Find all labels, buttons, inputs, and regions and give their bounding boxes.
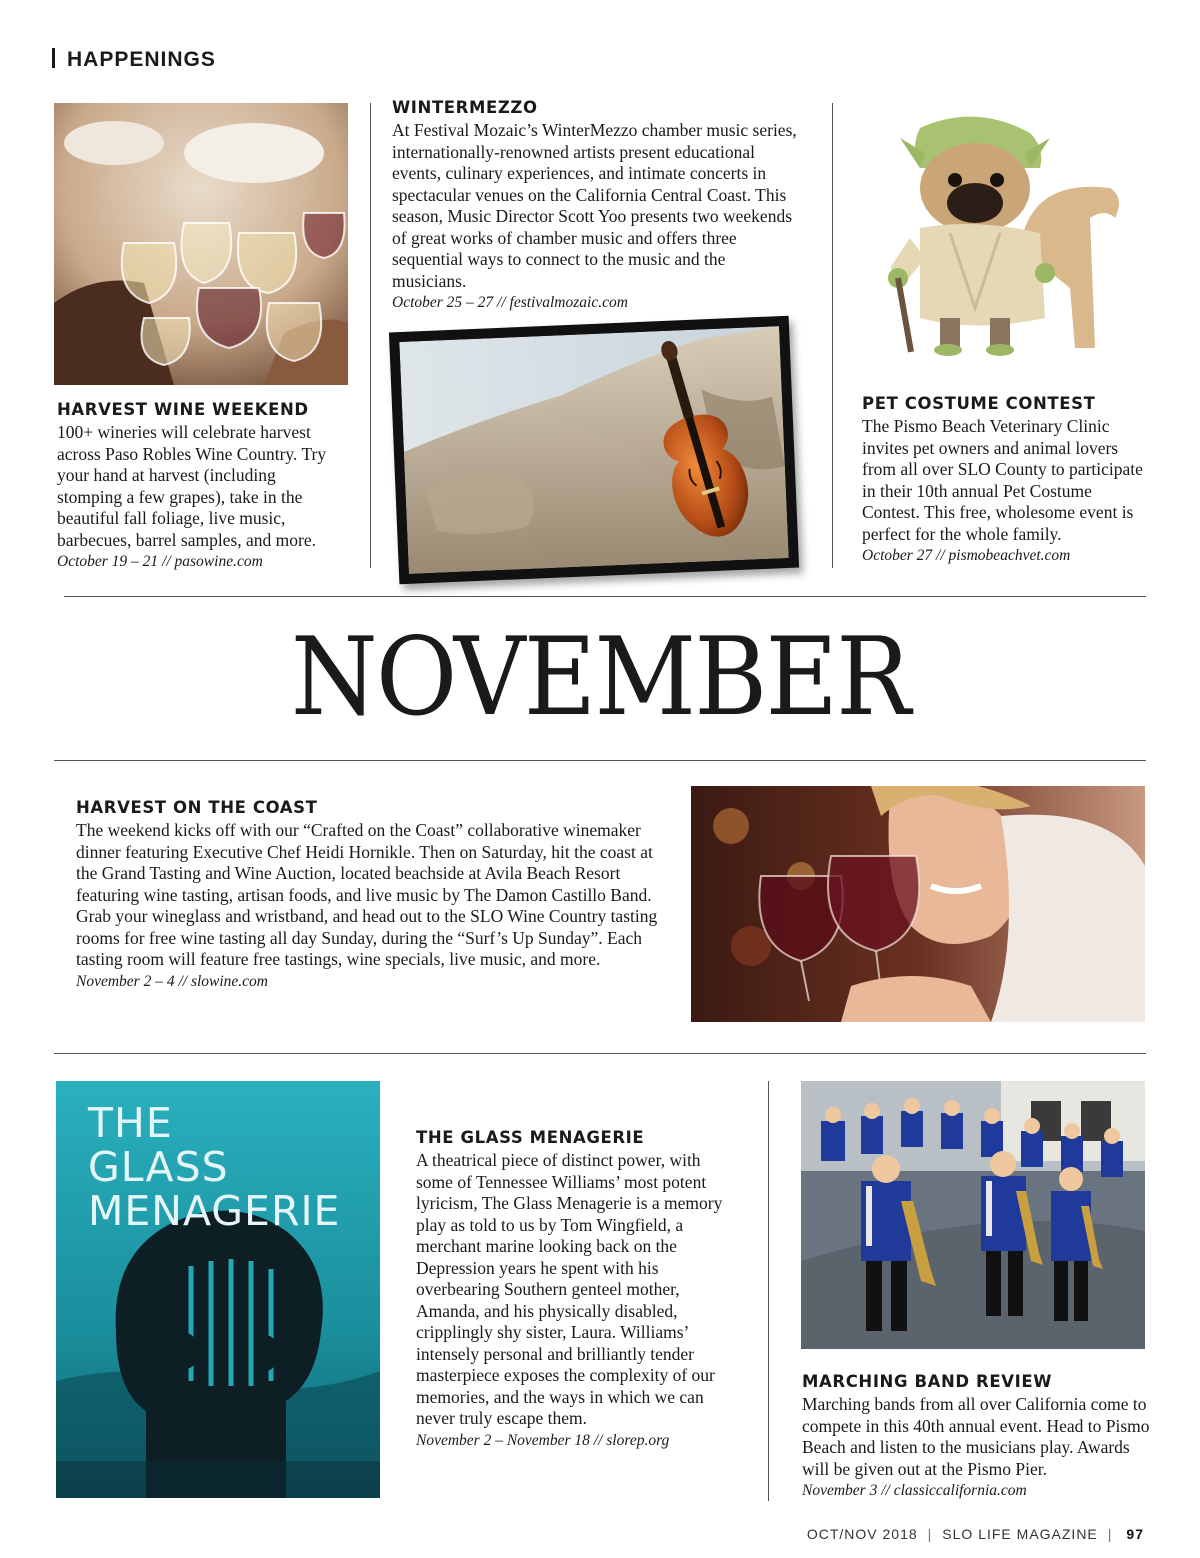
footer-separator: | [1107,1526,1113,1542]
wintermezzo-date: October 25 – 27 // festivalmozaic.com [392,294,628,311]
poster-title-line: MENAGERIE [88,1187,341,1235]
women-toasting-wine-image [691,786,1145,1022]
pet-costume-article [862,394,1152,566]
harvest-coast-title: HARVEST ON THE COAST [76,798,318,817]
section-divider [64,596,1146,597]
harvest-coast-article [76,798,666,992]
harvest-coast-body: The weekend kicks off with our “Crafted on the Coast” collaborative winemaker dinner featuring Executive Chef Heidi Hornikle. Then on Saturday, hit the coast at the Grand Tasting and Wine Auction, located beachside at Avila Beach Resort featuring wine tasting, artisan foods, and live music by The Damon Castillo Band. Grab your wineglass and wristband, and head out to the SLO Wine Country tasting rooms for free wine tasting all day Sunday, during the “Surf’s Up Sunday”. Each tasting room will feature free tastings, wine specials, live music, and more. [76,820,658,969]
harvest-coast-photo [691,786,1145,1022]
pet-costume-photo [880,108,1125,358]
marching-band-body: Marching bands from all over California come to compete in this 40th annual event. Head to Pismo Beach and listen to the musicians play. Awards will be given out at the Pismo Pier. [802,1394,1150,1479]
glass-menagerie-title: THE GLASS MENAGERIE [416,1128,645,1147]
footer-issue: OCT/NOV 2018 [806,1526,918,1542]
marching-band-photo [801,1081,1145,1349]
violin-on-rock-image [399,326,788,574]
glass-menagerie-poster [56,1081,380,1498]
poster-title-line: THE [88,1099,173,1147]
wintermezzo-body: At Festival Mozaic’s WinterMezzo chamber music series, internationally-renowned artists present educational events, culinary experiences, and intimate concerts in spectacular venues on the California Central Coast. This season, Music Director Scott Yoo presents two weekends of great works of chamber music and offers three sequential ways to connect to the music and the musicians. [392,120,797,291]
marching-band-date: November 3 // classiccalifornia.com [802,1482,1027,1499]
glass-menagerie-date: November 2 – November 18 // slorep.org [416,1431,670,1449]
wintermezzo-article [392,98,802,313]
harvest-wine-article [57,400,327,572]
harvest-wine-photo [54,103,348,385]
footer-separator: | [927,1526,933,1542]
marching-band-title: MARCHING BAND REVIEW [802,1372,1053,1391]
pet-costume-body: The Pismo Beach Veterinary Clinic invites pet owners and animal lovers from all over SLO County to participate in their 10th annual Pet Costume Contest. This free, wholesome event is perfect for the whole family. [862,416,1143,544]
page-number: 97 [1126,1526,1144,1542]
pet-costume-date: October 27 // pismobeachvet.com [862,547,1071,564]
section-divider [54,1053,1146,1054]
violin-photo [389,316,799,585]
section-bar [52,48,55,68]
column-divider [832,103,833,568]
page-footer [807,1526,1144,1542]
glass-menagerie-body: A theatrical piece of distinct power, with some of Tennessee Williams’ most potent lyricism, The Glass Menagerie is a memory play as told to us by Tom Wingfield, a merchant marine looking back on the Depression years he spent with his overbearing Southern genteel mother, Amanda, and his physically disabled, cripplingly shy sister, Laura. Williams’ intensely personal and brilliantly tender masterpiece exposes the complexity of our memories, and the ways in which we can never truly escape them. [416,1150,723,1428]
month-heading: NOVEMBER [290,615,910,740]
wintermezzo-title: WINTERMEZZO [392,98,538,117]
section-header [52,48,216,72]
harvest-wine-title: HARVEST WINE WEEKEND [57,400,309,419]
pug-yoda-costume-image [880,108,1125,358]
glass-menagerie-article [416,1128,734,1451]
column-divider [370,103,371,568]
poster-title-line: GLASS [88,1143,229,1191]
section-title: HAPPENINGS [67,48,216,71]
poster-title [88,1101,340,1233]
footer-magazine: SLO LIFE MAGAZINE [942,1526,1098,1542]
pet-costume-title: PET COSTUME CONTEST [862,394,1096,413]
harvest-wine-date: October 19 – 21 // pasowine.com [57,553,263,570]
marching-band-image [801,1081,1145,1349]
section-divider [54,760,1146,761]
harvest-coast-date: November 2 – 4 // slowine.com [76,972,269,990]
wine-glasses-image [54,103,348,385]
marching-band-article [802,1372,1152,1501]
column-divider [768,1081,769,1501]
harvest-wine-body: 100+ wineries will celebrate harvest across Paso Robles Wine Country. Try your hand at harvest (including stomping a few grapes), take in the beautiful fall foliage, live music, barbecues, barrel samples, and more. [57,422,327,550]
